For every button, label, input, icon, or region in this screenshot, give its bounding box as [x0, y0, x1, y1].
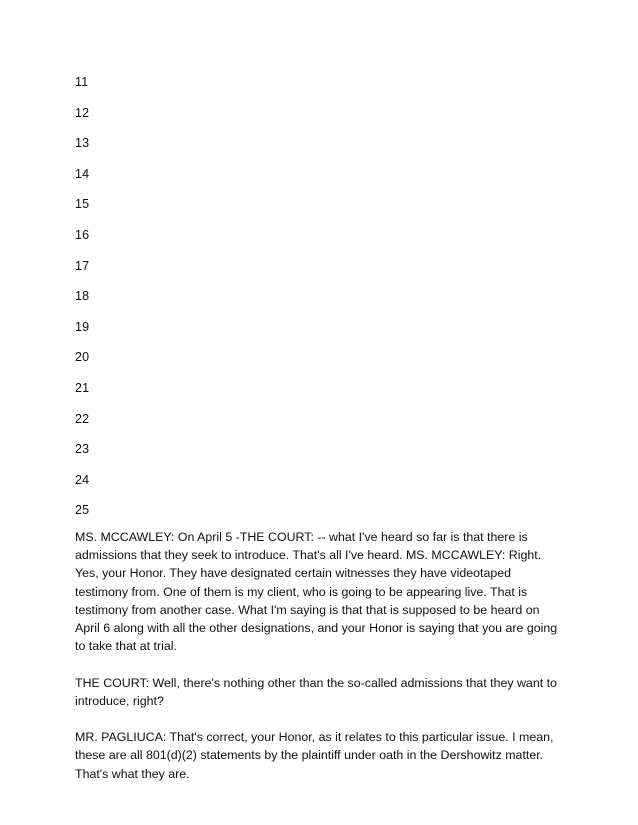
- line-number: 18: [75, 289, 90, 304]
- line-number: 23: [75, 442, 90, 457]
- line-number: 13: [75, 136, 90, 151]
- line-number: 16: [75, 227, 90, 242]
- transcript-paragraph: MR. PAGLIUCA: That's correct, your Honor, as it relates to this particular issue. I mean, these are all 801(d)(2) statements by the plaintiff under oath in the Dershowitz matter. That's what they are.: [75, 730, 554, 781]
- line-number: 14: [75, 166, 90, 181]
- line-number: 24: [75, 472, 90, 487]
- transcript-paragraph: MS. MCCAWLEY: On April 5 -THE COURT: -- what I've heard so far is that there is admissions that they seek to introduce. That's all I've heard. MS. MCCAWLEY: Right. Yes, your Honor. They have designated certain witnesses they have videotaped testimony from. One of them is my client, who is going to be appearing live. That is testimony from another case. What I'm saying is that that is supposed to be heard on April 6 along with all the other designations, and your Honor is saying that you are going to take that at trial.: [75, 530, 558, 654]
- line-number: 25: [75, 503, 90, 518]
- transcript-paragraph: THE COURT: Well, there's nothing other than the so-called admissions that they want to introduce, right?: [75, 675, 557, 708]
- transcript-body: [75, 528, 567, 801]
- line-number: 15: [75, 197, 90, 212]
- line-number: 19: [75, 319, 90, 334]
- line-number: 17: [75, 258, 90, 273]
- line-number: 22: [75, 411, 90, 426]
- line-number: 21: [75, 380, 90, 395]
- line-number-column: [75, 74, 89, 533]
- line-number: 11: [75, 75, 89, 89]
- line-number: 20: [75, 350, 90, 365]
- line-number: 12: [75, 105, 90, 120]
